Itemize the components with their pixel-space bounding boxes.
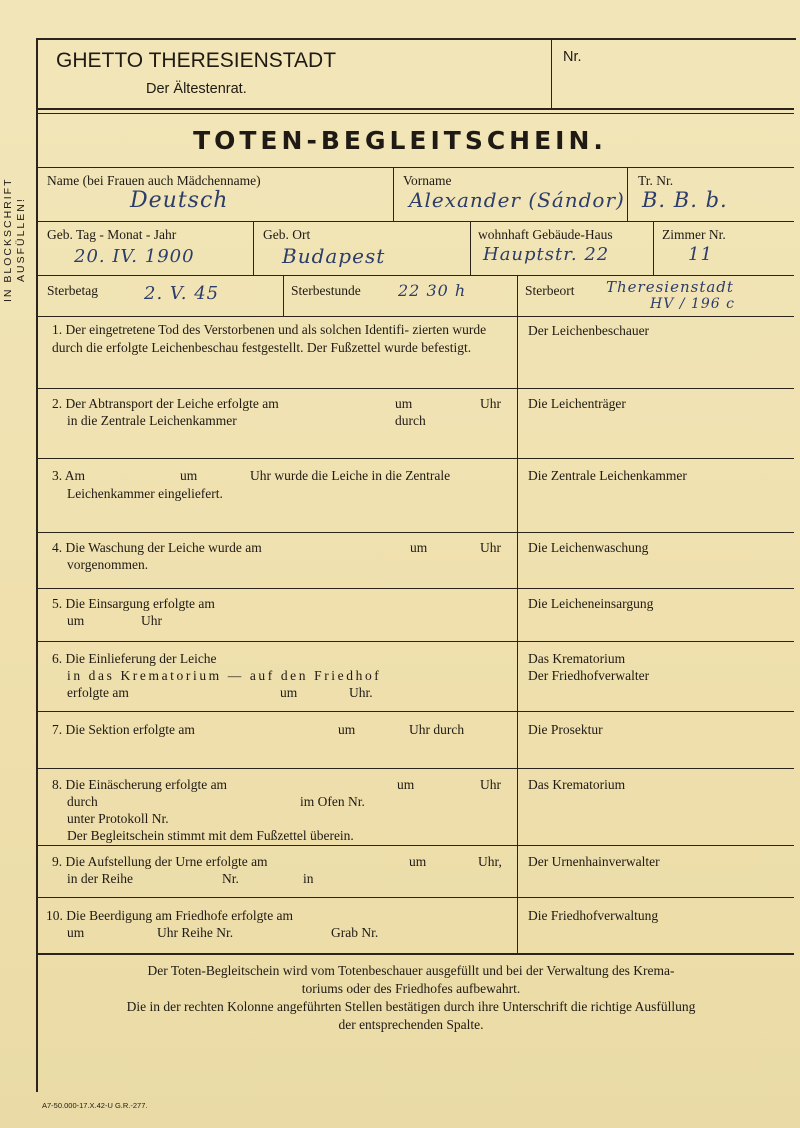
org-subtitle: Der Ältestenrat. (146, 81, 247, 97)
grid-v-6 (283, 275, 284, 316)
row-3-right: Die Zentrale Leichenkammer (528, 468, 687, 483)
row-rule-9 (38, 897, 794, 898)
row-9-in: in (303, 871, 314, 886)
trnr-label: Tr. Nr. (638, 173, 674, 188)
row-8-text-b: durch (67, 794, 98, 809)
header-rule-2 (38, 113, 794, 114)
row-rule-2 (38, 458, 794, 459)
gebtag-value: 20. IV. 1900 (74, 246, 195, 267)
row-3-um: um (180, 468, 198, 483)
row-2-right: Die Leichenträger (528, 396, 626, 411)
row-8-ofen: im Ofen Nr. (300, 794, 365, 809)
footer-line-2: toriums oder des Friedhofes aufbewahrt. (301, 981, 521, 996)
gebtag-label: Geb. Tag - Monat - Jahr (47, 227, 177, 242)
zimmer-value: 11 (688, 244, 713, 265)
grid-v-7 (517, 275, 518, 316)
sterbetag-value: 2. V. 45 (144, 283, 220, 304)
row-rule-6 (38, 711, 794, 712)
row-5-right: Die Leicheneinsargung (528, 596, 654, 611)
grid-v-4 (470, 221, 471, 275)
row-8-text-d: Der Begleitschein stimmt mit dem Fußzettel überein. (67, 828, 354, 843)
row-6-right-a: Das Krematorium (528, 651, 626, 666)
row-8-um: um (397, 777, 415, 792)
grid-v-2 (627, 167, 628, 221)
grid-rule-4 (38, 316, 794, 317)
row-7-text-a: 7. Die Sektion erfolgte am (52, 722, 195, 737)
row-10-grab: Grab Nr. (331, 925, 379, 940)
row-2-text-b: in die Zentrale Leichenkammer (67, 413, 237, 428)
nr-divider (551, 40, 552, 108)
row-5-um: um (67, 613, 85, 628)
row-10-reihe: Uhr Reihe Nr. (157, 925, 234, 940)
row-8-text-c: unter Protokoll Nr. (67, 811, 169, 826)
gebort-value: Budapest (282, 244, 386, 268)
sterbeort-value-line2: HV / 196 c (650, 296, 735, 312)
row-6-uhr: Uhr. (349, 685, 373, 700)
row-rule-7 (38, 768, 794, 769)
row-rule-8 (38, 845, 794, 846)
row-10-um: um (67, 925, 85, 940)
trnr-value: B. B. b. (642, 188, 728, 212)
rows-bottom-rule (38, 953, 794, 955)
grid-v-5 (653, 221, 654, 275)
row-3-uhr: Uhr wurde die Leiche in die Zentrale (250, 468, 451, 483)
row-7-right: Die Prosektur (528, 722, 603, 737)
sterbestunde-label: Sterbestunde (291, 283, 361, 298)
print-code: A7-50.000-17.X.42-U G.R.-277. (42, 1101, 148, 1110)
footer-line-3: Die in der rechten Kolonne angeführten Stellen bestätigen durch ihre Unterschrift die richtige Ausfüllung (126, 999, 696, 1014)
org-title: GHETTO THERESIENSTADT (56, 49, 337, 72)
row-6-text-b: in das Krematorium — auf den Friedhof (67, 668, 382, 683)
row-3-text-b: Leichenkammer eingeliefert. (67, 486, 223, 501)
row-6-text-a: 6. Die Einlieferung der Leiche (52, 651, 217, 666)
zimmer-label: Zimmer Nr. (662, 227, 726, 242)
row-4-right: Die Leichenwaschung (528, 540, 649, 555)
side-instruction: IN BLOCKSCHRIFT AUSFÜLLEN! (2, 177, 27, 303)
gebort-label: Geb. Ort (263, 227, 311, 242)
grid-top-rule (38, 167, 794, 168)
row-8-uhr: Uhr (480, 777, 501, 792)
row-9-nr: Nr. (222, 871, 239, 886)
row-8-text-a: 8. Die Einäscherung erfolgte am (52, 777, 228, 792)
footer-line-4: der entsprechenden Spalte. (338, 1017, 484, 1032)
row-4-um: um (410, 540, 428, 555)
row-9-um: um (409, 854, 427, 869)
grid-v-3 (253, 221, 254, 275)
sterbetag-label: Sterbetag (47, 283, 98, 298)
name-label: Name (bei Frauen auch Mädchenname) (47, 173, 261, 188)
sterbeort-value-line1: Theresienstadt (606, 278, 734, 296)
row-3-text-a: 3. Am (52, 468, 86, 483)
row-rule-3 (38, 532, 794, 533)
row-4-uhr: Uhr (480, 540, 501, 555)
row-1-right: Der Leichenbeschauer (528, 323, 650, 338)
row-6-um: um (280, 685, 298, 700)
sterbeort-label: Sterbeort (525, 283, 575, 298)
row-2-text-a: 2. Der Abtransport der Leiche erfolgte am (52, 396, 279, 411)
header-rule-1 (38, 108, 794, 110)
wohnhaft-label: wohnhaft Gebäude-Haus (478, 227, 613, 242)
row-9-uhr: Uhr, (478, 854, 502, 869)
row-5-text-a: 5. Die Einsargung erfolgte am (52, 596, 215, 611)
form-title: TOTEN-BEGLEITSCHEIN. (193, 126, 607, 155)
row-6-right-b: Der Friedhofverwalter (528, 668, 650, 683)
row-rule-5 (38, 641, 794, 642)
footer-line-1: Der Toten-Begleitschein wird vom Totenbeschauer ausgefüllt und bei der Verwaltung des Krema- (147, 963, 675, 978)
sterbestunde-value: 22 30 h (398, 281, 467, 300)
row-5-uhr: Uhr (141, 613, 162, 628)
row-9-right: Der Urnenhainverwalter (528, 854, 660, 869)
row-9-text-a: 9. Die Aufstellung der Urne erfolgte am (52, 854, 268, 869)
nr-label: Nr. (563, 49, 582, 65)
row-4-text-a: 4. Die Waschung der Leiche wurde am (52, 540, 262, 555)
wohnhaft-value: Hauptstr. 22 (483, 244, 610, 265)
vorname-value: Alexander (Sándor) (409, 188, 625, 212)
row-9-text-b: in der Reihe (67, 871, 133, 886)
grid-rule-3 (38, 275, 794, 276)
row-1-text: 1. Der eingetretene Tod des Verstorbenen und als solchen Identifi- zierten wurde durch die erfolgte Leichenbeschau festgestellt. Der Fußzettel wurde befestigt. (52, 322, 487, 355)
row-2-um: um (395, 396, 413, 411)
row-7-uhr: Uhr durch (409, 722, 465, 737)
row-10-right: Die Friedhofverwaltung (528, 908, 659, 923)
row-rule-1 (38, 388, 794, 389)
row-7-um: um (338, 722, 356, 737)
grid-v-1 (393, 167, 394, 221)
row-rule-4 (38, 588, 794, 589)
footer-note (58, 962, 764, 1034)
row-2-durch: durch (395, 413, 426, 428)
rows-divider (517, 316, 518, 953)
row-2-uhr: Uhr (480, 396, 501, 411)
grid-rule-2 (38, 221, 794, 222)
vorname-label: Vorname (403, 173, 452, 188)
row-4-text-b: vorgenommen. (67, 557, 149, 572)
row-8-right: Das Krematorium (528, 777, 626, 792)
name-value: Deutsch (130, 188, 229, 213)
row-10-text-a: 10. Die Beerdigung am Friedhofe erfolgte am (46, 908, 294, 923)
row-6-text-c: erfolgte am (67, 685, 129, 700)
